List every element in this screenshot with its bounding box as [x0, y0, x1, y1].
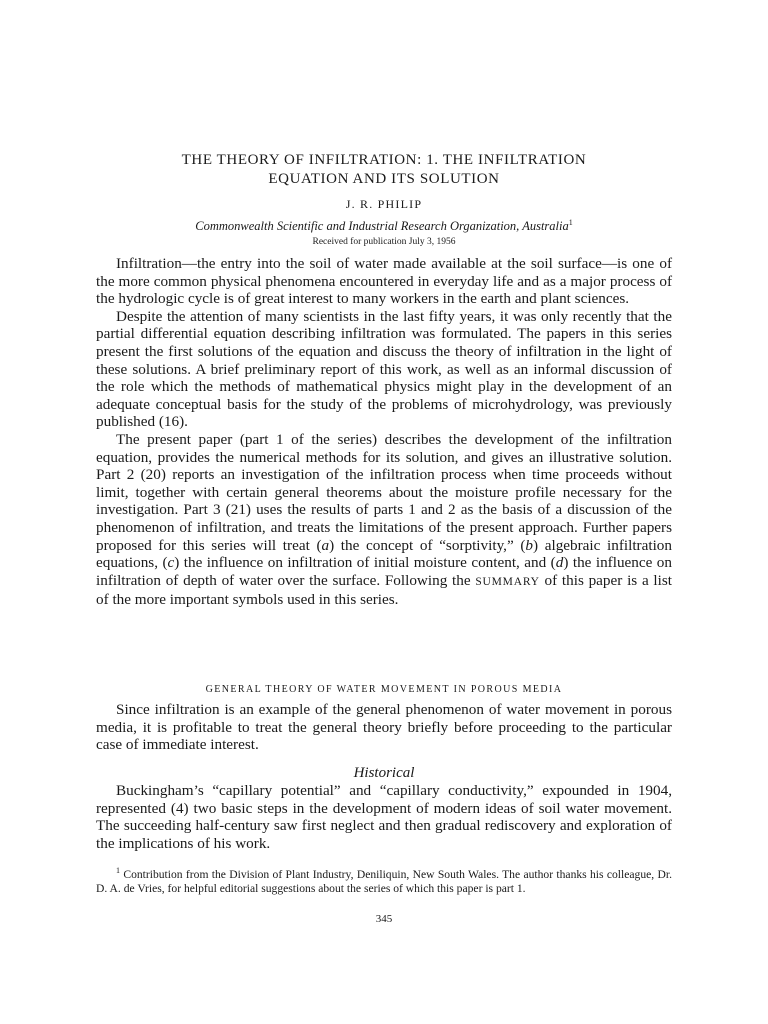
intro-p3-text-c: ) algebraic infiltration equations, (	[96, 536, 672, 572]
page-number: 345	[375, 913, 393, 925]
subsection-body	[96, 782, 672, 852]
paper-title	[96, 151, 672, 189]
footnote-paragraph	[96, 864, 672, 896]
title-line-2: EQUATION AND ITS SOLUTION	[268, 171, 500, 187]
enum-letter-d: d	[555, 554, 564, 572]
intro-p3-text-d: ) the influence on infiltration of initial moisture content, and (	[174, 554, 556, 572]
summary-smallcaps: SUMMARY	[475, 575, 540, 588]
introduction	[96, 255, 672, 609]
affiliation-footnote-marker: 1	[568, 218, 573, 227]
intro-paragraph-1: Infiltration—the entry into the soil of water made available at the soil surface—is one of the more common physical phenomena encountered in everyday life and as a major process of the hydrologic cycle is of great interest to many workers in the earth and plant sciences.	[96, 255, 672, 308]
author-affiliation	[96, 218, 672, 234]
intro-p3-text-e: ) the influence on infiltration of depth of water over the surface. Following the	[96, 554, 672, 589]
footnote-marker: 1	[116, 866, 120, 875]
section-body	[96, 701, 672, 754]
section-heading: GENERAL THEORY OF WATER MOVEMENT IN POROUS MEDIA	[205, 684, 563, 695]
subsection-paragraph-1: Buckingham’s “capillary potential” and “capillary conductivity,” expounded in 1904, represented (4) two basic steps in the development of modern ideas of soil water movement. The succeeding half-century saw first neglect and then gradual rediscovery and exploration of the implications of his work.	[96, 782, 672, 852]
enum-letter-c: c	[167, 554, 175, 572]
author-name: J. R. PHILIP	[345, 197, 423, 211]
footnote-text: Contribution from the Division of Plant Industry, Deniliquin, New South Wales. The author thanks his colleague, Dr. D. A. de Vries, for helpful editorial suggestions about the series of which this paper is part 1.	[96, 867, 672, 895]
received-date: Received for publication July 3, 1956	[312, 237, 456, 247]
title-line-1: THE THEORY OF INFILTRATION: 1. THE INFILTRATION	[181, 152, 587, 168]
section-paragraph-1: Since infiltration is an example of the general phenomenon of water movement in porous media, it is profitable to treat the general theory briefly before proceeding to the particular case of immediate interest.	[96, 701, 672, 754]
affiliation-text: Commonwealth Scientific and Industrial Research Organization, Australia	[195, 219, 569, 234]
intro-paragraph-3	[96, 431, 672, 609]
intro-p3-text-b: ) the concept of “sorptivity,” (	[329, 536, 526, 554]
intro-p3-text-f: of this paper is a list of the more important symbols used in this series.	[96, 571, 672, 609]
intro-paragraph-2: Despite the attention of many scientists in the last fifty years, it was only recently that the partial differential equation describing infiltration was formulated. The papers in this series present the first solutions of the equation and discuss the theory of infiltration in the light of these solutions. A brief preliminary report of this work, as well as an informal discussion of the role which the methods of mathematical physics might play in the development of an adequate conceptual basis for the study of the problems of microhydrology, was previously published (16).	[96, 307, 672, 431]
enum-letter-b: b	[525, 536, 534, 554]
intro-p3-text-a: The present paper (part 1 of the series) describes the development of the infiltration equation, provides the numerical methods for its solution, and gives an illustrative solution. Part 2 (20) reports an investigation of the infiltration process when time proceeds without limit, together with certain general theorems about the moisture profile necessary for the investigation. Part 3 (21) uses the results of parts 1 and 2 as the basis of a discussion of the phenomenon of infiltration, and treats the limitations of the present approach. Further papers proposed for this series will treat (	[96, 430, 672, 554]
enum-letter-a: a	[321, 536, 330, 554]
subsection-heading: Historical	[353, 765, 415, 781]
footnote	[96, 864, 672, 896]
